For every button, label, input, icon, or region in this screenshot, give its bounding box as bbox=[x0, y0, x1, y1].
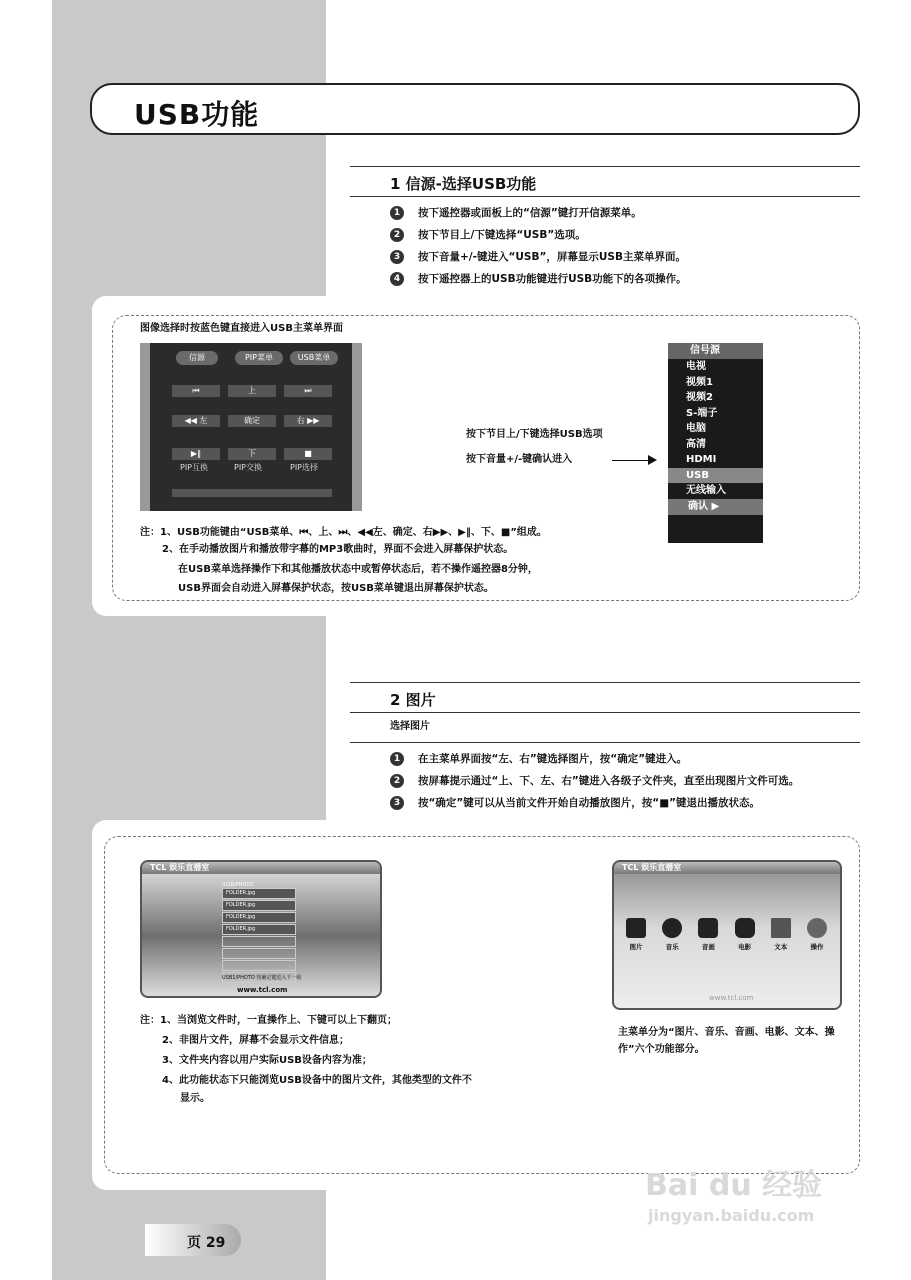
watermark-url: jingyan.baidu.com bbox=[648, 1206, 815, 1225]
source-menu-header: 信号源 bbox=[668, 343, 763, 359]
file-row: FOLDER.jpg bbox=[222, 912, 296, 923]
divider bbox=[350, 166, 860, 167]
pip-menu-button: PIP菜单 bbox=[235, 351, 283, 365]
screen-brand: TCL 娱乐直播室 bbox=[622, 863, 682, 872]
page-number: 页 29 bbox=[187, 1235, 226, 1251]
file-row: FOLDER.jpg bbox=[222, 924, 296, 935]
note-line: 2、非图片文件，屏幕不会显示文件信息； bbox=[162, 1035, 349, 1046]
instruction-1: 按下节目上/下键选择USB选项 bbox=[466, 429, 603, 440]
source-item: 视频2 bbox=[686, 392, 713, 403]
key-label: PIP互换 bbox=[180, 463, 209, 472]
step-item: 3 按“确定”键可以从当前文件开始自动播放图片，按“■”键退出播放状态。 bbox=[390, 796, 860, 810]
remote-control-image bbox=[140, 343, 362, 511]
next-key: ⏭ bbox=[284, 385, 332, 397]
source-item: 电视 bbox=[686, 361, 706, 372]
main-menu-screen bbox=[612, 860, 842, 1010]
prev-key: ⏮ bbox=[172, 385, 220, 397]
text-icon: 文本 bbox=[769, 918, 793, 951]
screen-url: www.tcl.com bbox=[237, 986, 288, 994]
right-key: 右 ▶▶ bbox=[284, 415, 332, 427]
source-item: 高清 bbox=[686, 438, 706, 450]
folder-path: /USB/PHOTO bbox=[222, 882, 254, 888]
divider bbox=[350, 742, 860, 743]
note-line: 注：1、当浏览文件时，一直操作上、下键可以上下翻页； bbox=[140, 1015, 397, 1026]
key-label: PIP交换 bbox=[234, 463, 263, 472]
down-key: 下 bbox=[228, 448, 276, 460]
file-row bbox=[222, 960, 296, 971]
section1-steps bbox=[390, 206, 860, 294]
file-browser-screen bbox=[140, 860, 382, 998]
screen-url: www.tcl.com bbox=[709, 994, 754, 1002]
file-list bbox=[222, 888, 296, 984]
section2-title: 2 图片 bbox=[390, 691, 436, 709]
screen-brand: TCL 娱乐直播室 bbox=[150, 863, 210, 872]
note-line: 3、文件夹内容以用户实际USB设备内容为准； bbox=[162, 1055, 372, 1066]
left-key: ◀◀ 左 bbox=[172, 415, 220, 427]
arrow-line bbox=[612, 460, 650, 461]
note-line: 显示。 bbox=[180, 1093, 210, 1104]
movie-icon: 电影 bbox=[733, 918, 757, 951]
step-item: 1 按下遥控器或面板上的“信源”键打开信源菜单。 bbox=[390, 206, 860, 220]
step-item: 2 按下节目上/下键选择“USB”选项。 bbox=[390, 228, 860, 242]
note-line: USB界面会自动进入屏幕保护状态，按USB菜单键退出屏幕保护状态。 bbox=[178, 583, 494, 594]
instruction-2: 按下音量+/-键确认进入 bbox=[466, 454, 573, 465]
usb-menu-button: USB菜单 bbox=[290, 351, 338, 365]
page-title: USB功能 bbox=[134, 98, 260, 131]
divider bbox=[350, 196, 860, 197]
main-menu-note: 主菜单分为“图片、音乐、音画、电影、文本、操作”六个功能部分。 bbox=[618, 1027, 835, 1055]
source-menu-footer: 确认 ▶ bbox=[668, 499, 763, 515]
section2-steps bbox=[390, 752, 860, 818]
screen-status: USB1/PHOTO 按确定键进入下一级 bbox=[222, 975, 302, 981]
source-item: 无线输入 bbox=[686, 485, 726, 496]
video-icon: 音画 bbox=[696, 918, 720, 951]
file-row bbox=[222, 936, 296, 947]
step-item: 4 按下遥控器上的USB功能键进行USB功能下的各项操作。 bbox=[390, 272, 860, 286]
source-item: S-端子 bbox=[686, 407, 718, 419]
note-line: 注：1、USB功能键由“USB菜单、⏮、上、⏭、◀◀左、确定、右▶▶、▶‖、下、■”组成。 bbox=[140, 527, 547, 538]
page-number-tab bbox=[145, 1224, 241, 1256]
music-icon: 音乐 bbox=[660, 918, 684, 951]
step-item: 1 在主菜单界面按“左、右”键选择图片，按“确定”键进入。 bbox=[390, 752, 860, 766]
file-row: FOLDER.jpg bbox=[222, 900, 296, 911]
divider bbox=[350, 712, 860, 713]
main-menu-icons bbox=[624, 918, 829, 951]
play-pause-key: ▶‖ bbox=[172, 448, 220, 460]
step-item: 2 按屏幕提示通过“上、下、左、右”键进入各级子文件夹，直至出现图片文件可选。 bbox=[390, 774, 860, 788]
source-item-selected: USB bbox=[668, 468, 763, 484]
panel-caption: 图像选择时按蓝色键直接进入USB主菜单界面 bbox=[140, 323, 343, 334]
source-item: 电脑 bbox=[686, 423, 706, 434]
divider bbox=[350, 682, 860, 683]
remote-bottom-row bbox=[172, 489, 332, 497]
page-title-box bbox=[90, 83, 860, 135]
source-menu bbox=[668, 343, 763, 543]
watermark-logo: Bai du 经验 bbox=[645, 1168, 823, 1203]
stop-key: ■ bbox=[284, 448, 332, 460]
section2-subtitle: 选择图片 bbox=[390, 721, 430, 732]
step-item: 3 按下音量+/-键进入“USB”，屏幕显示USB主菜单界面。 bbox=[390, 250, 860, 264]
arrow-right-icon bbox=[648, 455, 657, 465]
source-button: 信源 bbox=[176, 351, 218, 365]
file-row bbox=[222, 948, 296, 959]
section1-title: 1 信源-选择USB功能 bbox=[390, 175, 537, 193]
source-item: 视频1 bbox=[686, 376, 713, 388]
note-line: 4、此功能状态下只能浏览USB设备中的图片文件，其他类型的文件不 bbox=[162, 1075, 472, 1086]
ok-key: 确定 bbox=[228, 415, 276, 427]
photo-icon: 图片 bbox=[624, 918, 648, 951]
key-label: PIP选择 bbox=[290, 463, 319, 472]
up-key: 上 bbox=[228, 385, 276, 397]
source-item: HDMI bbox=[686, 454, 717, 465]
note-line: 在USB菜单选择操作下和其他播放状态中或暂停状态后，若不操作遥控器8分钟， bbox=[178, 564, 538, 575]
file-row: FOLDER.jpg bbox=[222, 888, 296, 899]
note-line: 2、在手动播放图片和播放带字幕的MP3歌曲时，界面不会进入屏幕保护状态。 bbox=[162, 544, 514, 555]
settings-icon: 操作 bbox=[805, 918, 829, 951]
